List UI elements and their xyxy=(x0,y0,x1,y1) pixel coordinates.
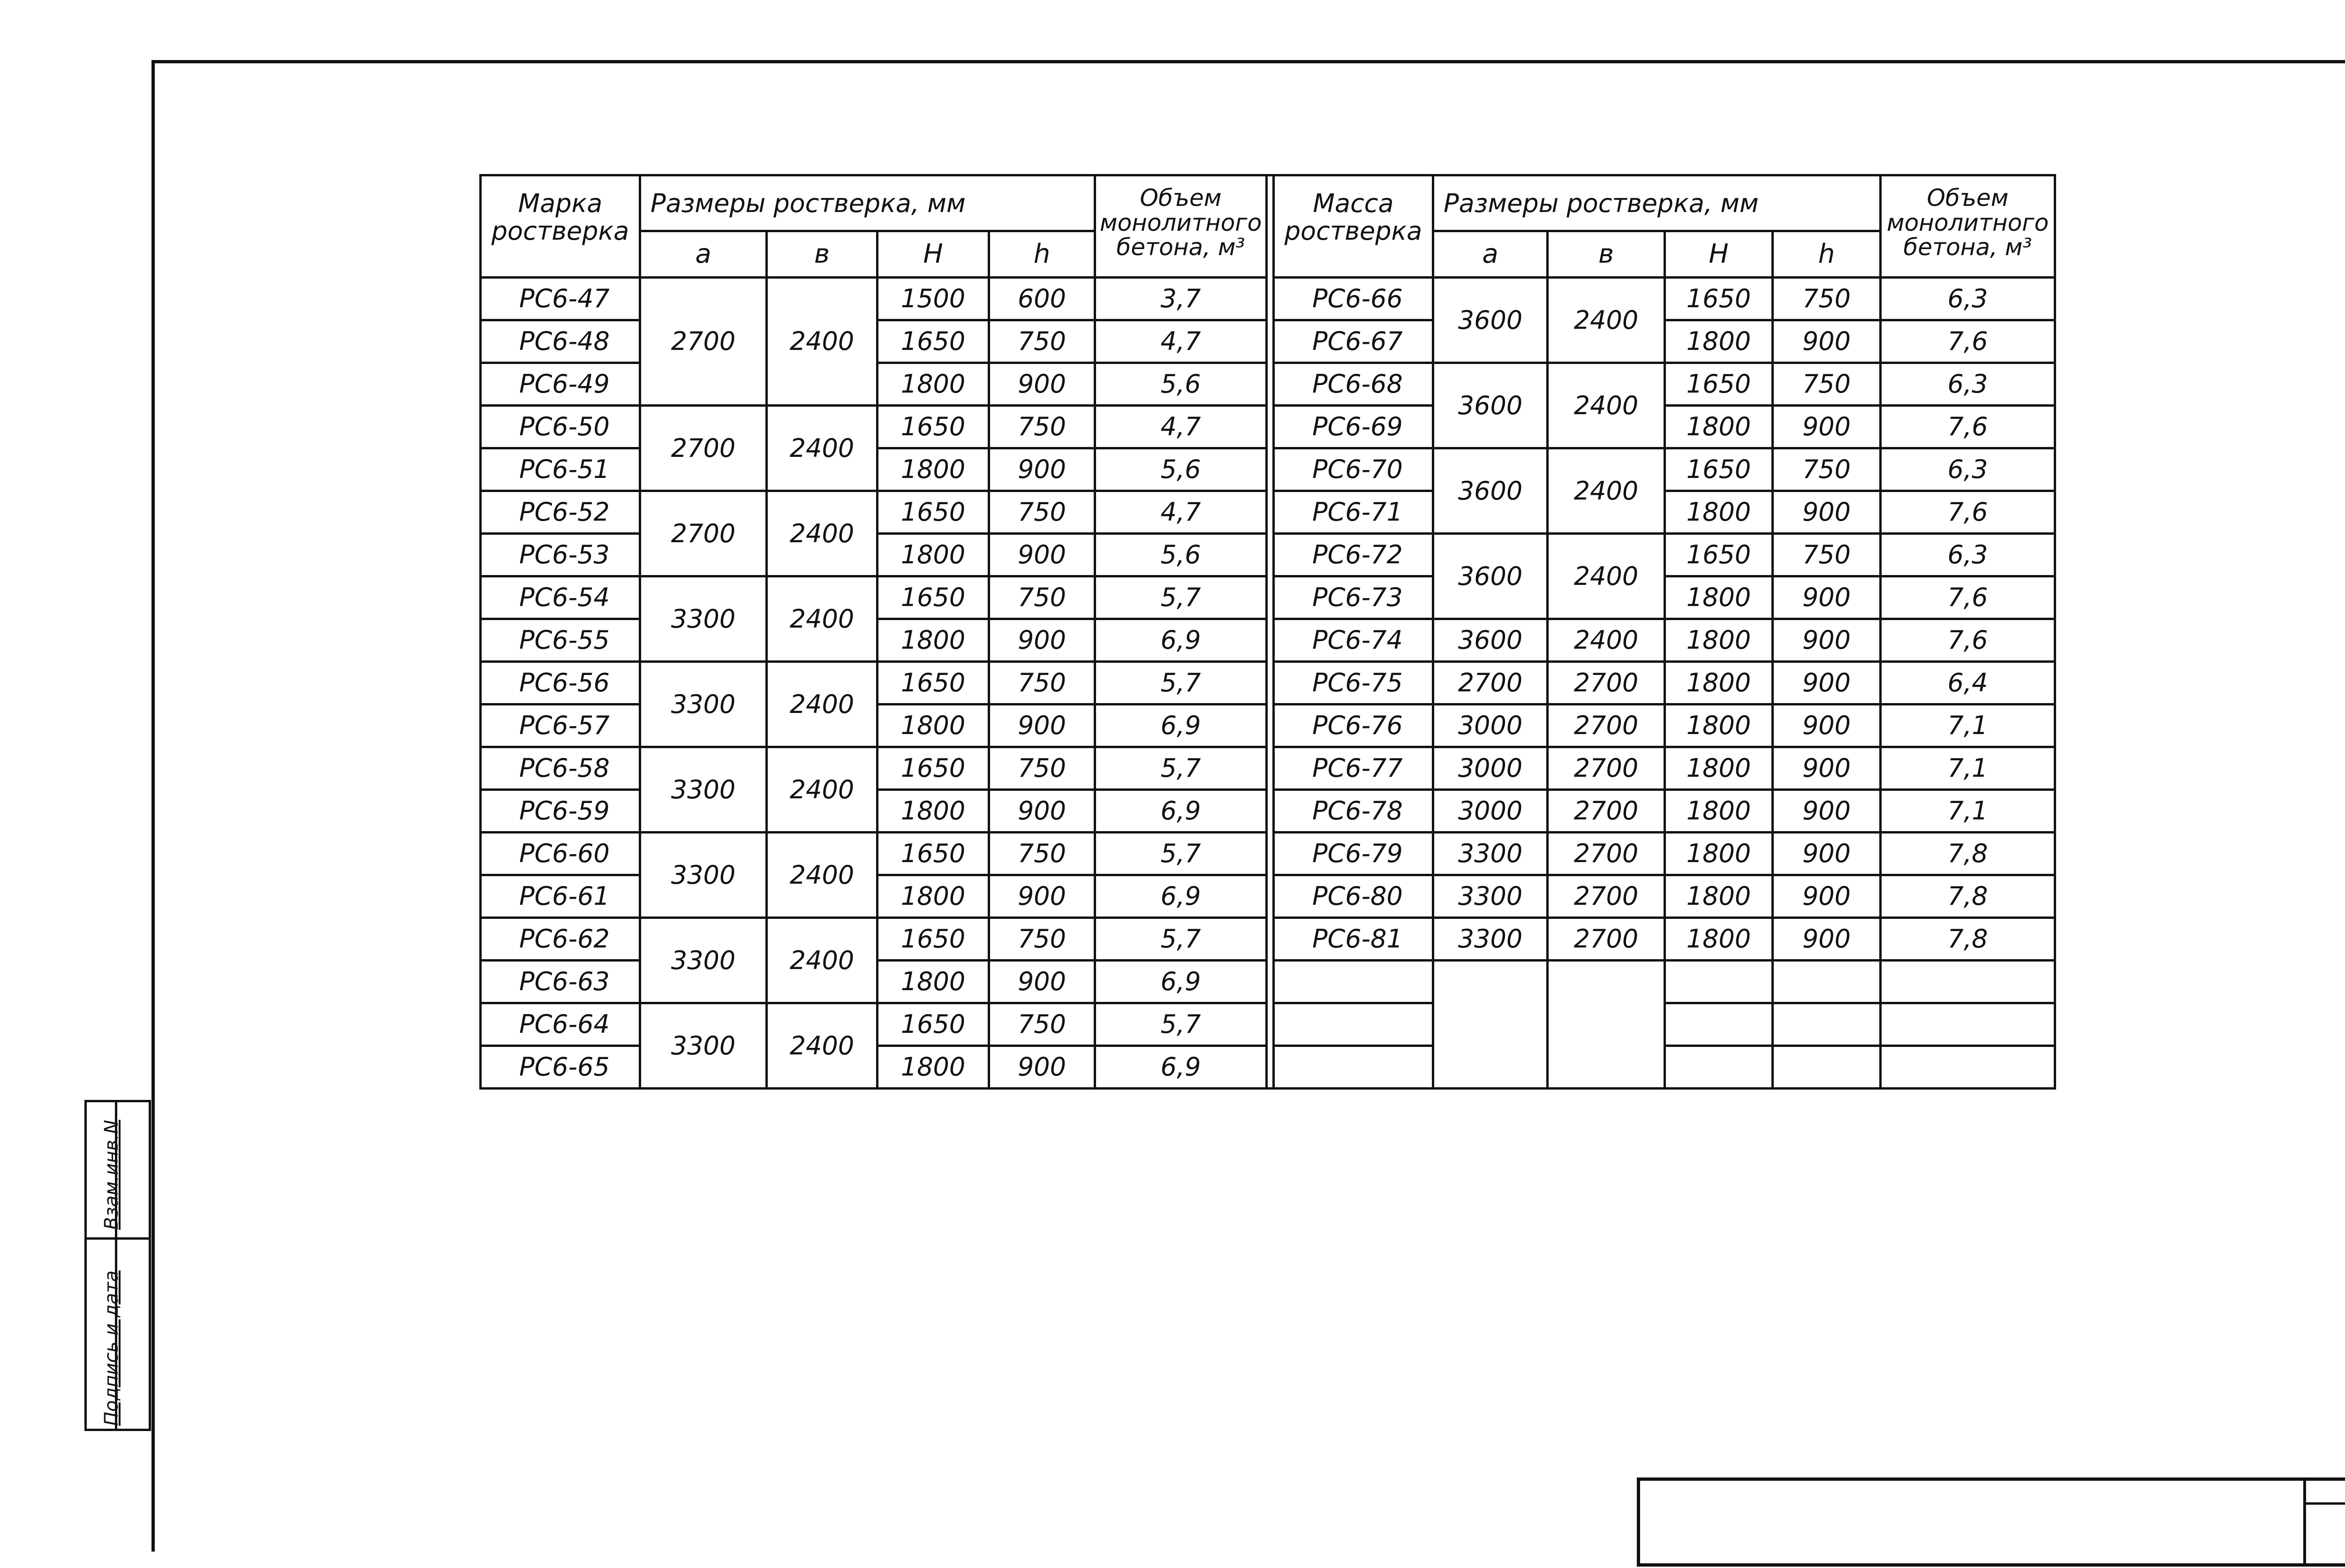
left-b: 2400 xyxy=(767,278,877,406)
left-a: 2700 xyxy=(640,406,767,491)
left-h: 900 xyxy=(989,448,1095,491)
left-volume: 5,7 xyxy=(1095,918,1267,961)
right-h: 750 xyxy=(1773,534,1881,576)
right-mark: РС6-74 xyxy=(1274,619,1433,662)
right-h: 900 xyxy=(1773,875,1881,918)
left-volume: 5,7 xyxy=(1095,1003,1267,1046)
right-empty-b xyxy=(1548,961,1665,1089)
left-a: 3300 xyxy=(640,576,767,662)
right-h: 900 xyxy=(1773,790,1881,833)
right-empty-mark xyxy=(1274,1046,1433,1089)
right-b: 2400 xyxy=(1548,278,1665,363)
left-volume: 5,7 xyxy=(1095,576,1267,619)
left-volume: 6,9 xyxy=(1095,961,1267,1003)
right-volume: 6,3 xyxy=(1881,534,2055,576)
left-mark: РС6-48 xyxy=(481,320,640,363)
left-mark: РС6-57 xyxy=(481,704,640,747)
left-b: 2400 xyxy=(767,833,877,918)
left-h: 900 xyxy=(989,534,1095,576)
left-b: 2400 xyxy=(767,491,877,576)
left-mark: РС6-63 xyxy=(481,961,640,1003)
left-H: 1650 xyxy=(877,662,989,704)
right-empty-mark xyxy=(1274,961,1433,1003)
left-H: 1650 xyxy=(877,833,989,875)
right-h: 900 xyxy=(1773,320,1881,363)
right-header-h: h xyxy=(1773,231,1881,278)
right-H: 1800 xyxy=(1665,619,1773,662)
right-mark: РС6-69 xyxy=(1274,406,1433,448)
right-mark: РС6-79 xyxy=(1274,833,1433,875)
left-b: 2400 xyxy=(767,918,877,1003)
right-H: 1800 xyxy=(1665,875,1773,918)
left-volume: 6,9 xyxy=(1095,790,1267,833)
right-volume: 7,1 xyxy=(1881,747,2055,790)
right-h: 900 xyxy=(1773,662,1881,704)
right-b: 2400 xyxy=(1548,448,1665,534)
right-mark: РС6-67 xyxy=(1274,320,1433,363)
right-b: 2700 xyxy=(1548,918,1665,961)
right-mark: РС6-81 xyxy=(1274,918,1433,961)
left-H: 1800 xyxy=(877,619,989,662)
right-h: 750 xyxy=(1773,278,1881,320)
left-volume: 6,9 xyxy=(1095,875,1267,918)
right-H: 1800 xyxy=(1665,662,1773,704)
left-header-volume: Объем монолитного бетона, м³ xyxy=(1095,175,1267,278)
right-h: 900 xyxy=(1773,576,1881,619)
left-header-h: h xyxy=(989,231,1095,278)
left-h: 750 xyxy=(989,1003,1095,1046)
left-H: 1650 xyxy=(877,576,989,619)
left-H: 1800 xyxy=(877,448,989,491)
left-mark: РС6-56 xyxy=(481,662,640,704)
left-a: 2700 xyxy=(640,491,767,576)
right-volume: 7,1 xyxy=(1881,704,2055,747)
title-block xyxy=(1637,1477,2345,1567)
left-h: 900 xyxy=(989,363,1095,406)
side-stamp-label-signature: Подпись и дата xyxy=(101,1270,122,1426)
left-b: 2400 xyxy=(767,406,877,491)
right-empty-H xyxy=(1665,1046,1773,1089)
right-b: 2700 xyxy=(1548,662,1665,704)
right-H: 1800 xyxy=(1665,406,1773,448)
right-H: 1800 xyxy=(1665,576,1773,619)
left-H: 1650 xyxy=(877,320,989,363)
right-empty-h xyxy=(1773,1003,1881,1046)
right-h: 750 xyxy=(1773,363,1881,406)
left-H: 1800 xyxy=(877,790,989,833)
right-a: 3300 xyxy=(1433,918,1548,961)
left-b: 2400 xyxy=(767,576,877,662)
right-volume: 6,3 xyxy=(1881,448,2055,491)
right-a: 3000 xyxy=(1433,790,1548,833)
left-volume: 5,7 xyxy=(1095,747,1267,790)
left-header-mark: Марка ростверка xyxy=(481,175,640,278)
right-H: 1800 xyxy=(1665,833,1773,875)
table-separator xyxy=(1267,175,1274,1089)
right-a: 3600 xyxy=(1433,278,1548,363)
left-mark: РС6-49 xyxy=(481,363,640,406)
left-h: 750 xyxy=(989,833,1095,875)
right-empty-volume xyxy=(1881,1046,2055,1089)
right-header-volume: Объем монолитного бетона, м³ xyxy=(1881,175,2055,278)
right-volume: 6,4 xyxy=(1881,662,2055,704)
left-volume: 3,7 xyxy=(1095,278,1267,320)
left-volume: 5,7 xyxy=(1095,662,1267,704)
right-h: 900 xyxy=(1773,491,1881,534)
right-h: 900 xyxy=(1773,704,1881,747)
left-h: 750 xyxy=(989,320,1095,363)
right-H: 1650 xyxy=(1665,534,1773,576)
side-stamp-label-replacement: Взам.инв.N xyxy=(101,1120,122,1230)
right-a: 2700 xyxy=(1433,662,1548,704)
left-mark: РС6-62 xyxy=(481,918,640,961)
right-h: 900 xyxy=(1773,747,1881,790)
right-h: 900 xyxy=(1773,918,1881,961)
right-empty-H xyxy=(1665,961,1773,1003)
right-a: 3600 xyxy=(1433,448,1548,534)
right-h: 900 xyxy=(1773,833,1881,875)
left-H: 1800 xyxy=(877,875,989,918)
right-volume: 7,6 xyxy=(1881,491,2055,534)
left-h: 900 xyxy=(989,790,1095,833)
left-h: 750 xyxy=(989,662,1095,704)
left-volume: 4,7 xyxy=(1095,406,1267,448)
right-b: 2400 xyxy=(1548,534,1665,619)
left-volume: 4,7 xyxy=(1095,491,1267,534)
left-volume: 6,9 xyxy=(1095,1046,1267,1089)
right-h: 900 xyxy=(1773,619,1881,662)
left-a: 3300 xyxy=(640,918,767,1003)
left-H: 1650 xyxy=(877,747,989,790)
right-H: 1800 xyxy=(1665,704,1773,747)
left-h: 750 xyxy=(989,406,1095,448)
left-h: 750 xyxy=(989,918,1095,961)
left-a: 3300 xyxy=(640,747,767,833)
left-H: 1650 xyxy=(877,918,989,961)
right-header-a: а xyxy=(1433,231,1548,278)
left-mark: РС6-51 xyxy=(481,448,640,491)
right-mark: РС6-66 xyxy=(1274,278,1433,320)
right-volume: 7,6 xyxy=(1881,320,2055,363)
left-h: 900 xyxy=(989,961,1095,1003)
left-volume: 5,7 xyxy=(1095,833,1267,875)
left-volume: 4,7 xyxy=(1095,320,1267,363)
left-mark: РС6-54 xyxy=(481,576,640,619)
right-b: 2700 xyxy=(1548,875,1665,918)
left-H: 1650 xyxy=(877,406,989,448)
left-h: 900 xyxy=(989,1046,1095,1089)
left-mark: РС6-55 xyxy=(481,619,640,662)
right-a: 3000 xyxy=(1433,704,1548,747)
right-header-b: в xyxy=(1548,231,1665,278)
right-volume: 6,3 xyxy=(1881,363,2055,406)
left-mark: РС6-60 xyxy=(481,833,640,875)
right-volume: 6,3 xyxy=(1881,278,2055,320)
right-volume: 7,6 xyxy=(1881,576,2055,619)
right-header-H: Н xyxy=(1665,231,1773,278)
left-volume: 6,9 xyxy=(1095,619,1267,662)
right-b: 2700 xyxy=(1548,747,1665,790)
right-mark: РС6-77 xyxy=(1274,747,1433,790)
left-b: 2400 xyxy=(767,662,877,747)
left-header-b: в xyxy=(767,231,877,278)
right-a: 3300 xyxy=(1433,833,1548,875)
right-empty-H xyxy=(1665,1003,1773,1046)
right-mark: РС6-75 xyxy=(1274,662,1433,704)
left-h: 750 xyxy=(989,576,1095,619)
left-h: 900 xyxy=(989,619,1095,662)
right-volume: 7,8 xyxy=(1881,918,2055,961)
right-mark: РС6-68 xyxy=(1274,363,1433,406)
left-mark: РС6-50 xyxy=(481,406,640,448)
right-empty-a xyxy=(1433,961,1548,1089)
right-empty-h xyxy=(1773,961,1881,1003)
left-b: 2400 xyxy=(767,747,877,833)
right-a: 3600 xyxy=(1433,619,1548,662)
left-H: 1650 xyxy=(877,491,989,534)
right-H: 1800 xyxy=(1665,747,1773,790)
right-empty-mark xyxy=(1274,1003,1433,1046)
left-h: 900 xyxy=(989,704,1095,747)
right-mark: РС6-76 xyxy=(1274,704,1433,747)
right-volume: 7,6 xyxy=(1881,619,2055,662)
left-volume: 6,9 xyxy=(1095,704,1267,747)
right-mark: РС6-73 xyxy=(1274,576,1433,619)
left-H: 1800 xyxy=(877,704,989,747)
left-volume: 5,6 xyxy=(1095,363,1267,406)
right-b: 2700 xyxy=(1548,833,1665,875)
left-H: 1800 xyxy=(877,1046,989,1089)
left-h: 750 xyxy=(989,747,1095,790)
right-volume: 7,1 xyxy=(1881,790,2055,833)
right-empty-h xyxy=(1773,1046,1881,1089)
right-h: 750 xyxy=(1773,448,1881,491)
pile-cap-table xyxy=(479,174,2056,1090)
left-H: 1650 xyxy=(877,1003,989,1046)
left-H: 1800 xyxy=(877,363,989,406)
right-volume: 7,8 xyxy=(1881,875,2055,918)
right-mark: РС6-71 xyxy=(1274,491,1433,534)
left-header-H: Н xyxy=(877,231,989,278)
right-empty-volume xyxy=(1881,1003,2055,1046)
pile-cap-table-wrapper xyxy=(479,174,2056,1090)
right-volume: 7,8 xyxy=(1881,833,2055,875)
right-b: 2400 xyxy=(1548,363,1665,448)
right-H: 1800 xyxy=(1665,320,1773,363)
left-h: 600 xyxy=(989,278,1095,320)
left-volume: 5,6 xyxy=(1095,534,1267,576)
right-header-mark: Масса ростверка xyxy=(1274,175,1433,278)
left-h: 900 xyxy=(989,875,1095,918)
left-h: 750 xyxy=(989,491,1095,534)
left-H: 1800 xyxy=(877,961,989,1003)
right-mark: РС6-80 xyxy=(1274,875,1433,918)
left-mark: РС6-52 xyxy=(481,491,640,534)
side-stamp xyxy=(84,1100,151,1431)
right-H: 1650 xyxy=(1665,363,1773,406)
left-mark: РС6-59 xyxy=(481,790,640,833)
left-mark: РС6-61 xyxy=(481,875,640,918)
right-a: 3600 xyxy=(1433,363,1548,448)
left-a: 2700 xyxy=(640,278,767,406)
right-mark: РС6-78 xyxy=(1274,790,1433,833)
right-header-dims: Размеры ростверка, мм xyxy=(1433,175,1881,231)
right-H: 1650 xyxy=(1665,278,1773,320)
right-volume: 7,6 xyxy=(1881,406,2055,448)
left-mark: РС6-58 xyxy=(481,747,640,790)
sheet-number-cell xyxy=(2303,1481,2345,1563)
right-mark: РС6-72 xyxy=(1274,534,1433,576)
left-H: 1500 xyxy=(877,278,989,320)
right-b: 2400 xyxy=(1548,619,1665,662)
right-h: 900 xyxy=(1773,406,1881,448)
right-H: 1650 xyxy=(1665,448,1773,491)
left-header-a: а xyxy=(640,231,767,278)
left-mark: РС6-47 xyxy=(481,278,640,320)
right-b: 2700 xyxy=(1548,704,1665,747)
left-H: 1800 xyxy=(877,534,989,576)
right-H: 1800 xyxy=(1665,491,1773,534)
header-row-1 xyxy=(481,175,2055,231)
left-b: 2400 xyxy=(767,1003,877,1089)
right-H: 1800 xyxy=(1665,918,1773,961)
left-a: 3300 xyxy=(640,833,767,918)
left-mark: РС6-53 xyxy=(481,534,640,576)
left-volume: 5,6 xyxy=(1095,448,1267,491)
right-a: 3300 xyxy=(1433,875,1548,918)
left-a: 3300 xyxy=(640,1003,767,1089)
right-H: 1800 xyxy=(1665,790,1773,833)
left-mark: РС6-65 xyxy=(481,1046,640,1089)
right-a: 3000 xyxy=(1433,747,1548,790)
right-empty-volume xyxy=(1881,961,2055,1003)
right-a: 3600 xyxy=(1433,534,1548,619)
side-stamp-row-divider xyxy=(87,1237,149,1240)
left-mark: РС6-64 xyxy=(481,1003,640,1046)
right-mark: РС6-70 xyxy=(1274,448,1433,491)
right-b: 2700 xyxy=(1548,790,1665,833)
left-header-dims: Размеры ростверка, мм xyxy=(640,175,1095,231)
left-a: 3300 xyxy=(640,662,767,747)
